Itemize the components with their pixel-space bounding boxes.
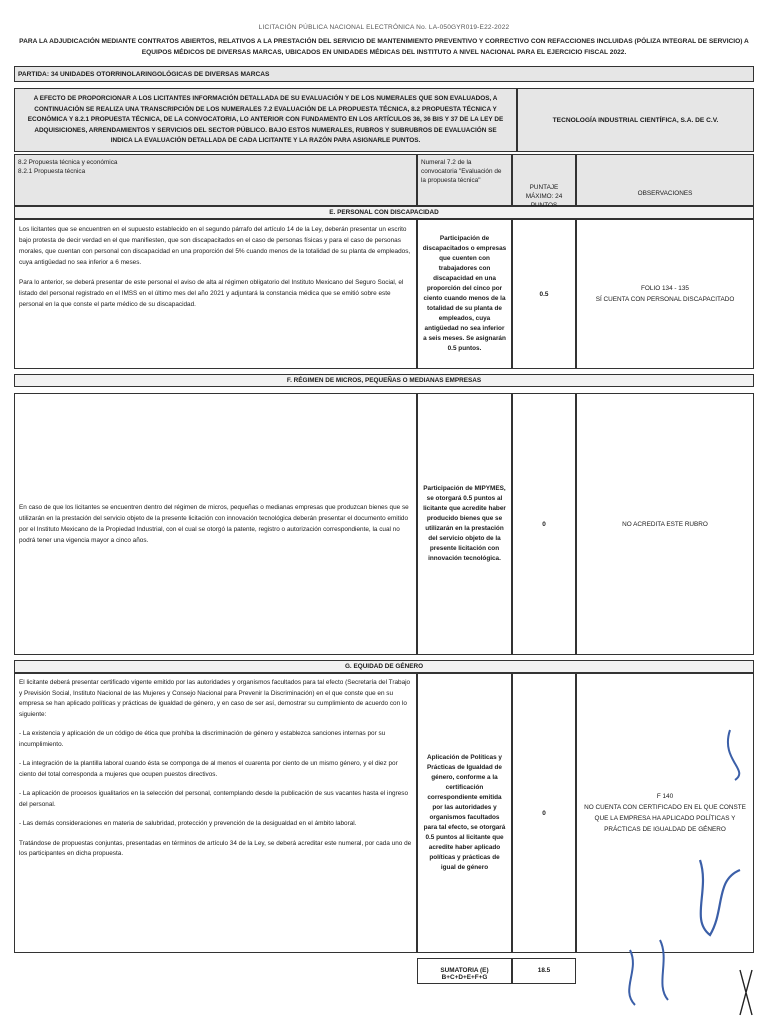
- section-title-f: F. RÉGIMEN DE MICROS, PEQUEÑAS O MEDIANAS EMPRESAS: [14, 374, 754, 387]
- section-title-e: E. PERSONAL CON DISCAPACIDAD: [14, 206, 754, 219]
- section-g-criterion: [417, 673, 512, 953]
- section-g-paragraph: El licitante deberá presentar certificado vigente emitido por las autoridades y organismos facultados para tal efecto (Secretaría del Trabajo y Previsión Social, Instituto Nacional de las Mujeres y Consejo Nacional para Prevenir la Discriminación) en el que conste que en su empresa se han aplicado políticas y prácticas de igualdad de género, y en caso de ser así, demostrar su cumplimiento de acuerdo con lo siguiente:: [19, 679, 411, 718]
- section-g-score-value: 0: [542, 809, 546, 817]
- section-f-criterion-text: Participación de MIPYMES, se otorgará 0.5 puntos al licitante que acredite haber producido bienes que se utilizarán en la prestación del servicio objeto de la presente licitación con innovación tecnológica.: [423, 485, 506, 562]
- section-g-paragraph: - Las demás consideraciones en materia de salubridad, protección y prevención de la desigualdad en el ámbito laboral.: [19, 820, 357, 827]
- section-f-score-value: 0: [542, 520, 546, 528]
- section-e-paragraph: Para lo anterior, se deberá presentar de este personal el aviso de alta al régimen obligatorio del Instituto Mexicano del Seguro Social, el listado del personal registrado en el IMSS en el último mes del año 2021 y adjuntará la constancia médica que se emitió sobre este personal en la que conste el parte médico de su discapacidad.: [19, 279, 404, 308]
- intro-text: PARA LA ADJUDICACIÓN MEDIANTE CONTRATOS ABIERTOS, RELATIVOS A LA PRESTACIÓN DEL SERVICIO DE MANTENIMIENTO PREVENTIVO Y CORRECTIVO CON REFACCIONES INCLUIDAS (PÓLIZA INTEGRAL DE SERVICIO) A EQUIPOS MÉDICOS DE DIVERSAS MARCAS, UBICADOS EN UNIDADES MÉDICAS DEL INSTITUTO A NIVEL NACIONAL PARA EL EJERCICIO FISCAL 2022.: [19, 38, 749, 56]
- section-e-score-value: 0.5: [539, 290, 549, 298]
- section-e-criterion: [417, 219, 512, 369]
- section-e-observation-line1: FOLIO 134 - 135: [641, 285, 689, 292]
- handwritten-signature: [600, 720, 760, 1020]
- section-e-paragraph: Los licitantes que se encuentren en el supuesto establecido en el segundo párrafo del artículo 14 de la Ley, deberán presentar un escrito bajo protesta de decir verdad en el que manifiesten, que son discapacitados en el caso de personas físicas y para el caso de personas morales, que cuentan con personal con discapacidad en una proporción del 5% cuando menos de la totalidad de su planta de empleados, cuya antigüedad no sea inferior a 6 meses.: [19, 226, 411, 266]
- section-f-observation-line1: NO ACREDITA ESTE RUBRO: [622, 520, 708, 528]
- section-g-paragraph: - La aplicación de procesos igualitarios en la selección del personal, contemplando desde la publicación de sus vacantes hasta el ingreso del personal.: [19, 790, 409, 808]
- section-title-g: G. EQUIDAD DE GÉNERO: [14, 660, 754, 673]
- section-g-criterion-text: Aplicación de Políticas y Prácticas de Igualdad de género, conforme a la certificación correspondiente emitida por las autoridades y organismos facultados para tal efecto, se otorgará 0.5 puntos al licitante que acredite haber aplicado políticas y prácticas de igual de género: [423, 754, 506, 871]
- section-e-observation: [576, 219, 754, 369]
- section-f-observation: [576, 393, 754, 655]
- section-e-score: [512, 219, 576, 369]
- summary-value: 18.5: [512, 958, 576, 984]
- partida-row: PARTIDA: 34 UNIDADES OTORRINOLARINGOLÓGICAS DE DIVERSAS MARCAS: [14, 66, 754, 82]
- section-g-paragraph: - La existencia y aplicación de un código de ética que prohíba la discriminación de género y establezca sanciones internas por su incumplimiento.: [19, 730, 386, 748]
- section-e-observation-line2: SÍ CUENTA CON PERSONAL DISCAPACITADO: [595, 296, 735, 303]
- evaluation-info: A EFECTO DE PROPORCIONAR A LOS LICITANTES INFORMACIÓN DETALLADA DE SU EVALUACIÓN Y DE LOS NUMERALES QUE SON EVALUADOS, A CONTINUACIÓN SE REALIZA UNA TRANSCRIPCIÓN DE LOS NUMERALES 7.2 EVALUACIÓN DE LA PROPUESTA TÉCNICA, 8.2 PROPUESTA TÉCNICA Y ECONÓMICA Y 8.2.1 PROPUESTA TÉCNICA, DE LA CONVOCATORIA, LO ANTERIOR CON FUNDAMENTO EN LOS ARTÍCULOS 36, 36 BIS Y 37 DE LA LEY DE ADQUISICIONES, ARRENDAMIENTOS Y SERVICIOS DEL SECTOR PÚBLICO. BAJO ESTOS NUMERALES, RUBROS Y SUBRUBROS DE EVALUACIÓN SE INDICA LA EVALUACIÓN DETALLADA DE CADA LICITANTE Y LA RAZÓN PARA ASIGNARLE PUNTOS.: [14, 88, 517, 152]
- section-e-criterion-text: Participación de discapacitados o empresas que cuenten con trabajadores con discapacidad en una proporción del cinco por ciento cuando menos de la totalidad de su planta de empleados, cuya antigüedad no sea inferior a seis meses. Se asignarán 0.5 puntos.: [422, 235, 507, 352]
- section-f-paragraph: En caso de que los licitantes se encuentren dentro del régimen de micros, pequeñas o medianas empresas que produzcan bienes que se utilizarán en la prestación del servicio objeto de la presente licitación con innovación tecnológica deberán presentar el documento emitido por el Instituto Mexicano de la Propiedad Industrial, con el cual se otorgó la patente, registro o autorización correspondiente, la cual no podrá tener una vigencia mayor a cinco años.: [19, 504, 409, 544]
- section-f-description: [14, 393, 417, 655]
- section-f-criterion: [417, 393, 512, 655]
- tender-number: LICITACIÓN PÚBLICA NACIONAL ELECTRÓNICA No. LA-050GYR019-E22-2022: [258, 24, 510, 31]
- company-name: TECNOLOGÍA INDUSTRIAL CIENTÍFICA, S.A. DE C.V.: [517, 88, 754, 152]
- section-e-description: [14, 219, 417, 369]
- header-proposal: [14, 154, 417, 206]
- section-f-score: [512, 393, 576, 655]
- section-g-description: [14, 673, 417, 953]
- header-numeral: Numeral 7.2 de la convocatoria "Evaluación de la propuesta técnica": [417, 154, 512, 206]
- section-g-paragraph: - La integración de la plantilla laboral cuando ésta se componga de al menos el cuarenta por ciento de un mismo género, y el diez por ciento del total corresponda a mujeres que ocupen puestos directivos.: [19, 760, 398, 778]
- section-g-observation-line1: F 140: [656, 793, 674, 800]
- header-proposal-line1: 8.2 Propuesta técnica y económica: [18, 159, 118, 166]
- header-proposal-line2: 8.2.1 Propuesta técnica: [18, 168, 86, 175]
- summary-label: SUMATORIA (E) B+C+D+E+F+G: [417, 958, 512, 984]
- section-g-score: [512, 673, 576, 953]
- section-g-observation-line2: NO CUENTA CON CERTIFICADO EN EL QUE CONSTE QUE LA EMPRESA HA APLICADO POLÍTICAS Y PRÁCTICAS DE IGUALDAD DE GÉNERO: [584, 804, 746, 833]
- header-max-score: PUNTAJE MÁXIMO: 24: [512, 154, 576, 206]
- section-g-paragraph: Tratándose de propuestas conjuntas, presentadas en términos de artículo 34 de la Ley, se deberá acreditar este numeral, por cada uno de los participantes en dicha propuesta.: [19, 839, 412, 857]
- header-observations: OBSERVACIONES: [576, 154, 754, 206]
